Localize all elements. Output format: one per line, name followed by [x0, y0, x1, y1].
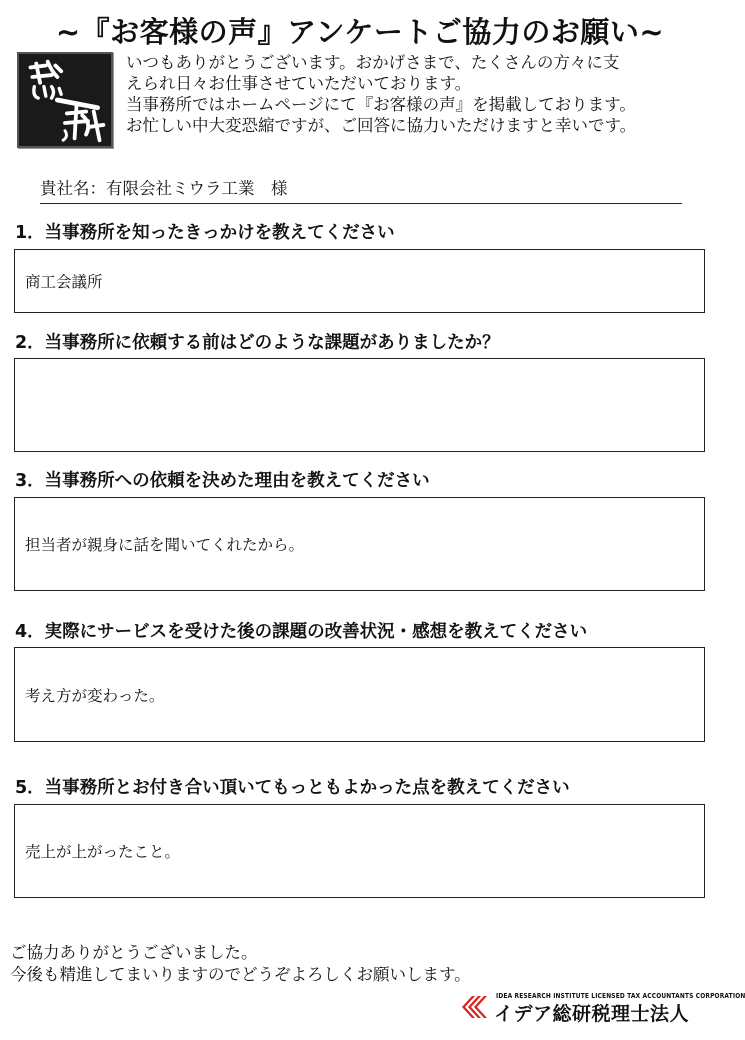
question-4-label: 4．実際にサービスを受けた後の課題の改善状況・感想を教えてください — [15, 622, 588, 642]
page-title: ~『お客様の声』アンケートご協力のお願い~ — [55, 15, 665, 49]
question-3-label: 3．当事務所への依頼を決めた理由を教えてください — [15, 471, 430, 491]
closing-line: 今後も精進してまいりますのでどうぞよろしくお願いします。 — [10, 965, 471, 984]
footer-japanese-name: イデア総研税理士法人 — [494, 1003, 690, 1025]
question-2-label: 2．当事務所に依頼する前はどのような課題がありましたか？ — [15, 333, 500, 353]
idea-stripes-icon — [460, 994, 490, 1020]
closing-text — [10, 942, 471, 986]
intro-text — [126, 52, 716, 136]
intro-line: 当事務所ではホームページにて『お客様の声』を掲載しております。 — [126, 95, 636, 114]
calligraphy-icon — [19, 54, 111, 146]
kansha-logo — [17, 52, 113, 148]
intro-line: えられ日々お仕事させていただいております。 — [126, 74, 472, 93]
answer-3-box: 担当者が親身に話を聞いてくれたから。 — [14, 497, 705, 591]
answer-2-box — [14, 358, 705, 452]
question-5-label: 5．当事務所とお付き合い頂いてもっともよかった点を教えてください — [15, 778, 570, 798]
answer-5-box: 売上が上がったこと。 — [14, 804, 705, 898]
question-1-label: 1．当事務所を知ったきっかけを教えてください — [15, 223, 395, 243]
closing-line: ご協力ありがとうございました。 — [10, 943, 258, 962]
company-name-field: 貴社名：有限会社ミウラ工業 様 — [40, 178, 682, 204]
intro-line: お忙しい中大変恐縮ですが、ご回答に協力いただけますと幸いです。 — [126, 116, 637, 135]
answer-4-box: 考え方が変わった。 — [14, 647, 705, 742]
company-logo — [460, 992, 745, 1025]
answer-1-box: 商工会議所 — [14, 249, 705, 313]
footer-english-name: IDEA RESEARCH INSTITUTE LICENSED TAX ACCOUNTANTS CORPORATION — [496, 992, 745, 1000]
intro-line: いつもありがとうございます。おかげさまで、たくさんの方々に支 — [126, 53, 620, 72]
